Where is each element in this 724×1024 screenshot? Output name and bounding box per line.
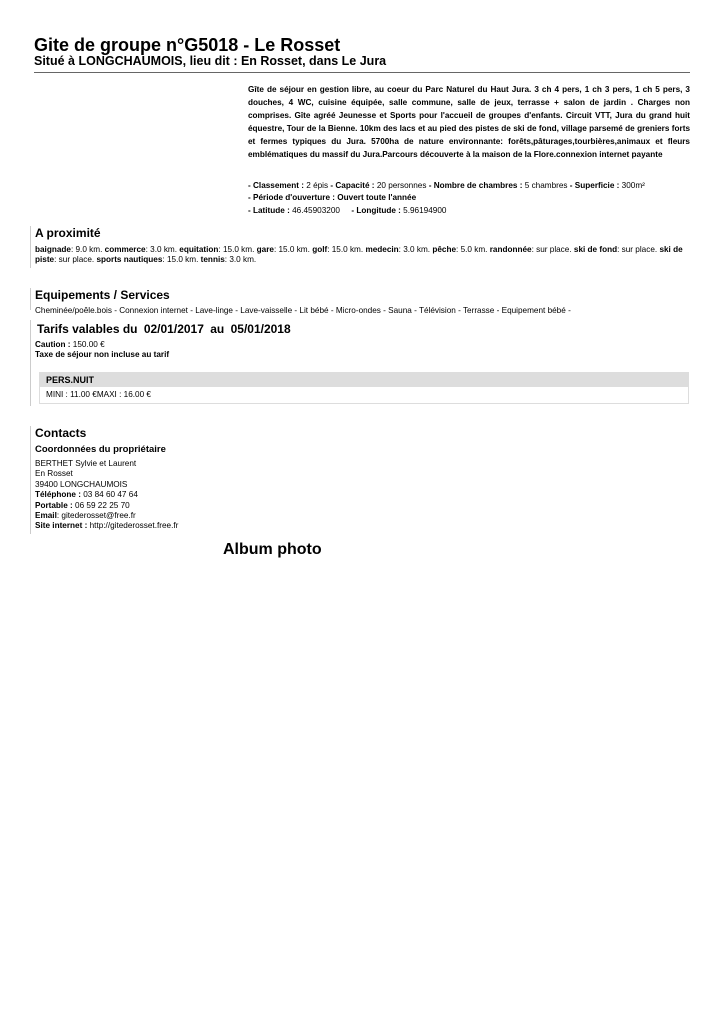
owner-phone [35,490,335,500]
proximite-item-value: : 15.0 km. [273,245,310,254]
taxe-text: Taxe de séjour non incluse au tarif [35,350,170,360]
proximite-item-label: ski de piste [35,245,683,265]
caution-line [35,340,691,350]
capacite-value: 20 personnes [376,181,427,190]
proximite-title: A proximité [35,226,101,240]
proximite-item-value: : 5.0 km. [456,245,488,254]
tarifs-title [37,322,691,336]
specs [248,180,690,217]
website-link[interactable]: http://gitederosset.free.fr [89,521,179,531]
tarifs-title-prefix: Tarifs valables du [37,322,138,336]
proximite-item-label: ski de fond [573,245,618,254]
proximite-item-label: tennis [200,255,225,265]
tarifs-section [30,320,691,406]
owner-address-2: 39400 LONGCHAUMOIS [35,479,128,489]
proximite-item-value: : sur place. [617,245,658,254]
taxe-line [35,350,691,360]
latitude-value: 46.45903200 [292,205,340,215]
owner-name: BERTHET Sylvie et Laurent [35,459,137,468]
owner-website [35,521,335,531]
price-table-row: MINI : 11.00 €MAXI : 16.00 € [46,390,151,399]
chambres-value: 5 chambres [524,181,568,190]
equipements-list: Cheminée/poêle.bois - Connexion internet - Lave-linge - Lave-vaisselle - Lit bébé - Micro-ondes - Sauna - Télévision - Terrasse - Equipement bébé - [35,306,571,315]
phone-value[interactable]: 03 84 60 47 64 [83,490,138,500]
proximite-item-label: pêche [432,245,457,254]
proximite-item-label: equitation [179,245,219,254]
proximite-item-label: medecin [365,245,399,254]
proximite-item-value: : sur place. [531,245,572,254]
album-title: Album photo [223,541,322,558]
proximite-item-value: : 15.0 km. [218,245,255,254]
mobile-value[interactable]: 06 59 22 25 70 [75,500,130,510]
periode-ouverture: - Période d'ouverture : Ouvert toute l'année [248,193,417,203]
chambres-label: - Nombre de chambres : [428,181,523,190]
classement-label: - Classement : [248,181,304,190]
tarifs-date-from: 02/01/2017 [143,322,204,336]
equipements-section [30,288,691,315]
owner-address-1: En Rosset [35,469,73,479]
tarifs-title-mid: au [210,322,225,336]
proximite-item-label: baignade [35,245,71,254]
longitude-value: 5.96194900 [403,205,447,215]
owner-heading: Coordonnées du propriétaire [35,444,166,455]
proximite-item-value: : 3.0 km. [224,255,257,265]
proximite-item-value: : 15.0 km. [162,255,199,265]
specs-line-3 [248,205,690,217]
price-table [39,372,689,404]
price-table-header: PERS.NUIT [40,373,688,387]
phone-label: Téléphone : [35,490,81,500]
page-subtitle: Situé à LONGCHAUMOIS, lieu dit : En Rosset, dans Le Jura [34,54,387,68]
superficie-value: 300m² [621,181,645,190]
longitude-label: - Longitude : [351,205,401,215]
caution-value: 150.00 € [72,340,105,349]
email-value[interactable]: : gitederosset@free.fr [56,511,136,521]
contacts-title: Contacts [35,426,87,440]
page-title: Gite de groupe n°G5018 - Le Rosset [34,35,341,55]
specs-line-2 [248,192,690,204]
caution-label: Caution : [35,340,71,349]
contacts-section [30,426,335,534]
description: Gîte de séjour en gestion libre, au coeur du Parc Naturel du Haut Jura. 3 ch 4 pers, 1 ch 3 pers, 1 ch 5 pers, 3 douches, 4 WC, cuisine équipée, salle commune, salle de jeux, terrasse + salon de jardin . Charges non comprises. Gîte agréé Jeunesse et Sports pour l'accueil de groupes d'enfants. Circuit VTT, Jura du grand huit équestre, Tour de la Bienne. 10km des lacs et au pied des pistes de ski de fond, village parsemé de greniers forts et fermes typiques du Jura. 5700ha de nature environnante: forêts,pâturages,tourbières,animaux et fleurs emblématiques du massif du Jura.Parcours découverte à la maison de la Flore.connexion internet payante [248,85,690,159]
equipements-title: Equipements / Services [35,288,170,302]
website-label: Site internet : [35,521,88,531]
header-divider [34,72,690,73]
proximite-item-label: gare [256,245,274,254]
owner-mobile [35,501,335,511]
proximite-item-value: : 3.0 km. [398,245,431,254]
proximite-section [30,226,691,268]
classement-value: 2 épis [306,181,329,190]
tarifs-date-to: 05/01/2018 [230,322,291,336]
proximite-item-value: : sur place. [54,255,95,265]
mobile-label: Portable : [35,500,73,510]
capacite-label: - Capacité : [330,181,375,190]
proximite-item-label: randonnée [489,245,532,254]
specs-line-1 [248,180,690,192]
proximite-item-value: : 9.0 km. [70,245,103,254]
proximite-list [35,245,691,266]
proximite-item-label: sports nautiques [96,255,163,265]
superficie-label: - Superficie : [569,181,620,190]
proximite-item-value: : 15.0 km. [327,245,364,254]
proximite-item-label: commerce [104,245,146,254]
proximite-item-label: golf [312,245,328,254]
proximite-item-value: : 3.0 km. [145,245,178,254]
owner-email [35,511,335,521]
email-label: Email [35,511,57,521]
latitude-label: - Latitude : [248,205,290,215]
